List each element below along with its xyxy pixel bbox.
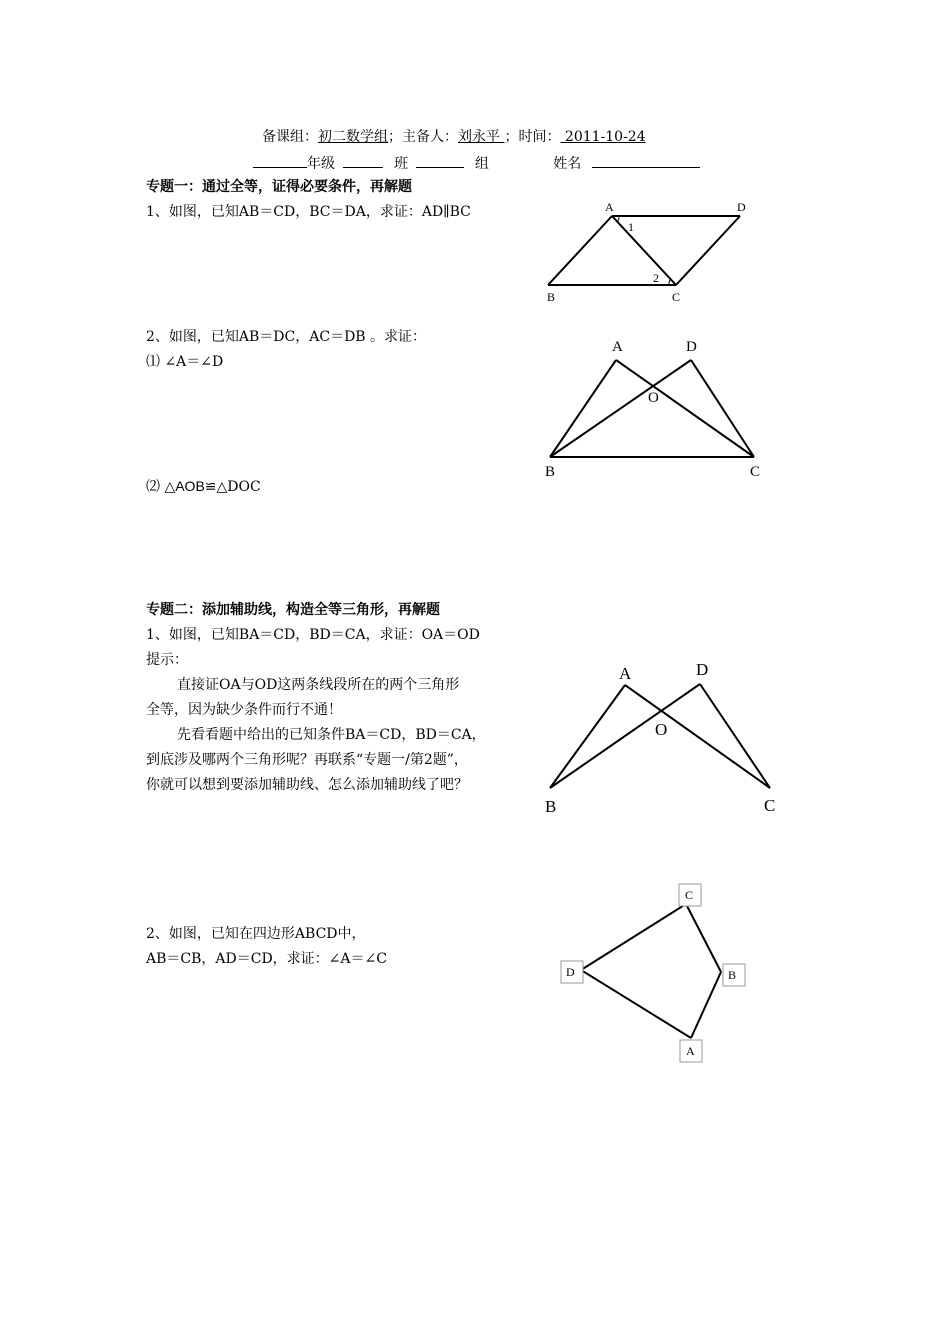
- figure2-triangles: [540, 335, 780, 485]
- topic2-hint-line5: 你就可以想到要添加辅助线、怎么添加辅助线了吧？: [146, 777, 468, 793]
- topic2-hint-line1: 直接证OA与OD这两条线段所在的两个三角形: [177, 677, 460, 693]
- team-blank[interactable]: [416, 153, 464, 168]
- preparer-label: ；主备人：: [388, 129, 458, 145]
- fig1-angle-1: 1: [628, 220, 634, 234]
- figure1-parallelogram: [540, 198, 760, 306]
- fig4-label-c: C: [685, 888, 694, 902]
- time-label: ；时间：: [504, 129, 561, 145]
- fig1-label-c: C: [672, 290, 681, 304]
- fig3-label-c: C: [764, 796, 776, 815]
- topic2-hint-line3: 先看看题中给出的已知条件BA＝CD，BD＝CA，: [177, 727, 486, 743]
- topic1-q1: 1、如图，已知AB＝CD，BC＝DA，求证：AD∥BC: [146, 204, 471, 220]
- fig4-label-a: A: [686, 1044, 695, 1058]
- fig2-label-d: D: [686, 339, 697, 355]
- fig3-label-d: D: [696, 660, 709, 679]
- figure3-crossed-triangles: [540, 658, 790, 818]
- fig3-label-b: B: [545, 797, 557, 816]
- topic2-q2-line1: 2、如图，已知在四边形ABCD中，: [146, 926, 366, 942]
- fig2-label-a: A: [612, 339, 623, 355]
- topic2-hint-line2: 全等，因为缺少条件而行不通！: [146, 702, 342, 718]
- figure4-kite: [555, 880, 755, 1070]
- fig1-angle-2: 2: [653, 271, 659, 285]
- topic2-q1: 1、如图，已知BA＝CD，BD＝CA，求证：OA＝OD: [146, 627, 480, 643]
- fig4-label-d: D: [566, 965, 575, 979]
- fig1-label-b: B: [547, 290, 556, 304]
- topic2-title: 专题二：添加辅助线，构造全等三角形，再解题: [146, 602, 440, 618]
- group-value: 初二数学组: [318, 129, 388, 145]
- preparer-value: 刘永平: [458, 129, 500, 145]
- topic1-title: 专题一：通过全等，证得必要条件，再解题: [146, 179, 412, 195]
- class-label: 班: [393, 156, 408, 172]
- topic1-q2-part2: ⑵ △AOB≌△DOC: [146, 478, 261, 495]
- fig2-label-o: O: [648, 390, 659, 406]
- header-line2: [253, 153, 700, 173]
- header-line1: [262, 128, 646, 146]
- fig4-label-b: B: [728, 968, 737, 982]
- grade-label: 年级: [307, 156, 335, 172]
- name-blank[interactable]: [592, 153, 700, 168]
- name-label: 姓名: [553, 156, 582, 172]
- topic2-hint-label: 提示：: [146, 652, 188, 668]
- group-label: 备课组：: [262, 129, 318, 145]
- fig1-label-d: D: [737, 200, 746, 214]
- fig2-label-c: C: [750, 464, 761, 480]
- topic1-q2: 2、如图，已知AB＝DC，AC＝DB 。求证：: [146, 329, 427, 345]
- fig2-label-b: B: [545, 464, 556, 480]
- team-label: 组: [474, 156, 489, 172]
- class-blank[interactable]: [343, 153, 383, 168]
- topic1-q2-part1: ⑴ ∠A＝∠D: [146, 354, 224, 370]
- topic2-hint-line4: 到底涉及哪两个三角形呢？再联系“专题一/第2题”，: [146, 752, 468, 768]
- grade-blank[interactable]: [253, 153, 307, 168]
- time-value: 2011-10-24: [564, 129, 646, 145]
- fig3-label-o: O: [655, 720, 668, 739]
- fig3-label-a: A: [619, 664, 632, 683]
- fig1-label-a: A: [605, 200, 614, 214]
- topic2-q2-line2: AB＝CB，AD＝CD，求证：∠A＝∠C: [146, 951, 387, 967]
